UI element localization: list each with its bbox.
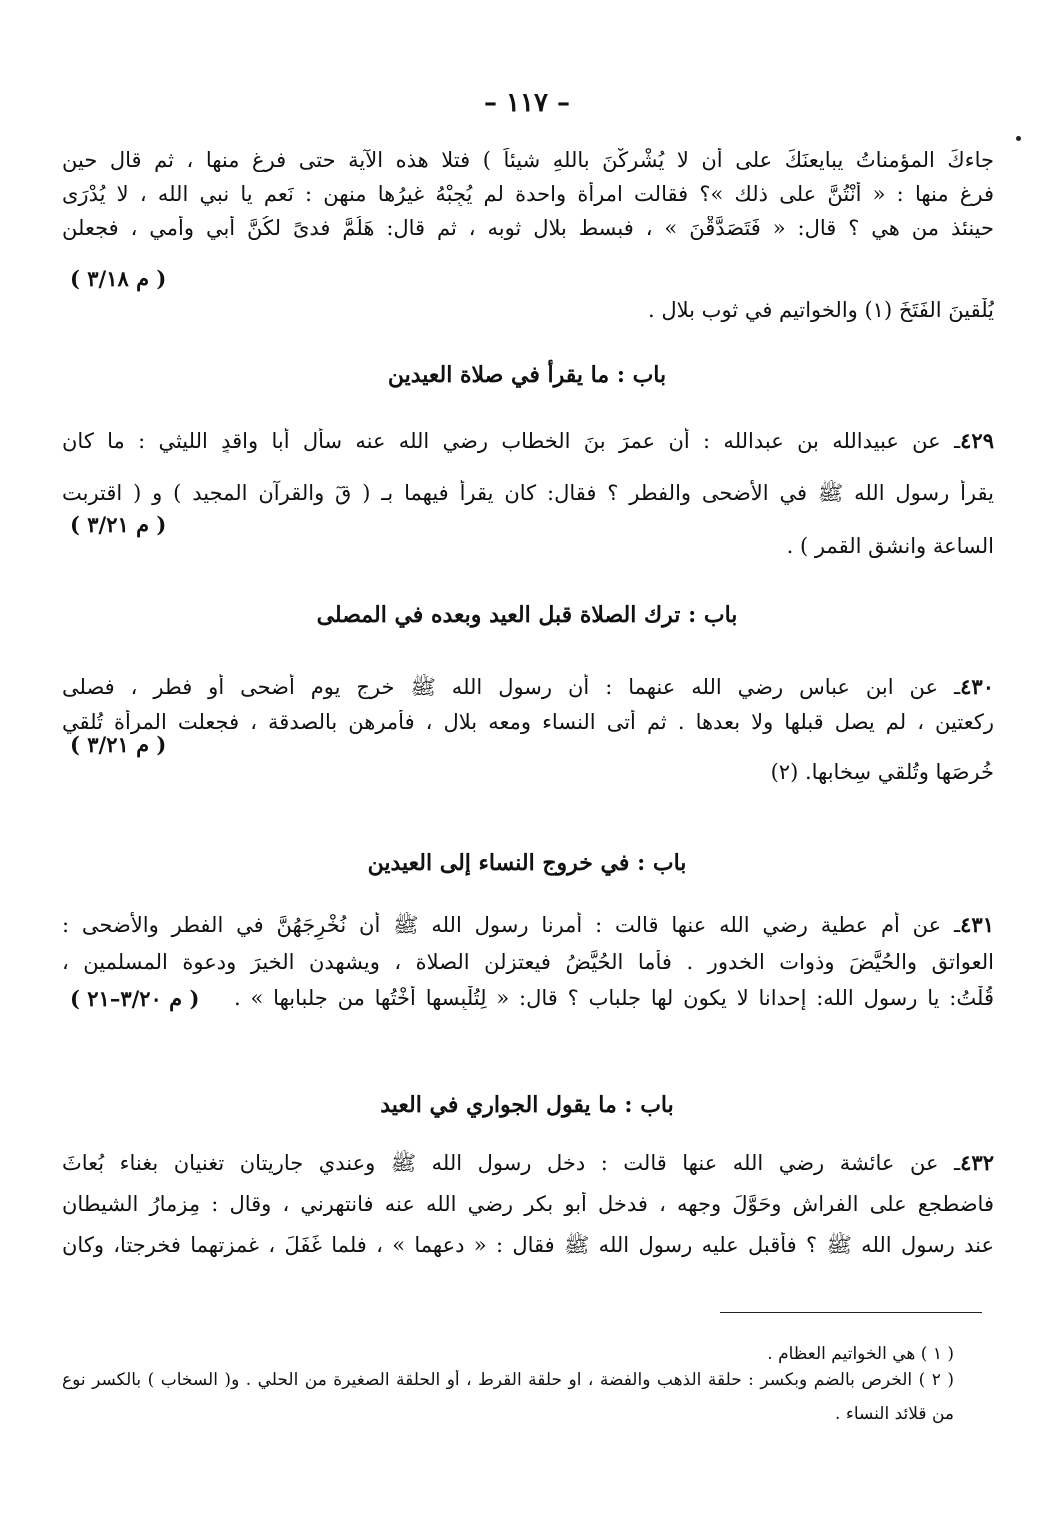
footnote: ( ٢ ) الخرص بالضم وبكسر : حلقة الذهب والفضة ، او حلقة القرط ، أو الحلقة الصغيرة من الحلي . و( السخاب ) بالكسر نوع [62, 1370, 954, 1390]
hadith-text-line: ٤٣١ـ عن أم عطية رضي الله عنها قالت : أمرنا رسول الله ﷺ أن نُخْرِجَهُنَّ في الفطر والأضحى : [62, 912, 994, 937]
hadith-number: ٤٣٠ [960, 674, 994, 699]
hadith-reference: ( م ٣/١٨ ) [70, 266, 167, 291]
hadith-number: ٤٣١ [960, 912, 994, 937]
hadith-text-line: العواتق والحُيَّضَ وذوات الخدور . فأما الحُيَّضُ فيعتزلن الصلاة ، ويشهدن الخيرَ ودعوة المسلمين ، [62, 950, 994, 974]
page-number: – ١١٧ – [483, 88, 571, 118]
chapter-heading: باب : ما يقرأ في صلاة العيدين [387, 362, 667, 388]
hadith-number: ٤٣٢ [960, 1150, 994, 1175]
footnote-divider [720, 1312, 982, 1313]
text-line: حينئذ من هي ؟ قال: « فَتَصَدَّقْنَ » ، فبسط بلال ثوبه ، ثم قال: هَلُمَّ فدىً لكُنَّ أبي وأمي ، فجعلن [62, 216, 994, 240]
chapter-heading: باب : ترك الصلاة قبل العيد وبعده في المصلى [316, 602, 738, 628]
hadith-text-line: ٤٢٩ـ عن عبيدالله بن عبدالله : أن عمرَ بنَ الخطاب رضي الله عنه سأل أبا واقدٍ الليثي : ما كان [62, 428, 994, 453]
text-line: جاءكَ المؤمناتُ يبايعنَكَ على أن لا يُشْركْنَ باللهِ شيئاً ) فتلا هذه الآية حتى فرغ منها ، ثم قال حين [62, 148, 994, 172]
hadith-text-line: ٤٣٠ـ عن ابن عباس رضي الله عنهما : أن رسول الله ﷺ خرج يوم أضحى أو فطر ، فصلى [62, 674, 994, 699]
hadith-reference: ( م ٣/٢١ ) [70, 732, 167, 757]
chapter-heading: باب : في خروج النساء إلى العيدين [367, 850, 687, 876]
hadith-text-line: يقرأ رسول الله ﷺ في الأضحى والفطر ؟ فقال: كان يقرأ فيهما بـ ( قٓ والقرآن المجيد ) و ( اقتربت [62, 481, 994, 505]
hadith-reference: ( م ٣/٢١ ) [70, 512, 167, 537]
hadith-text-line: ٤٣٢ـ عن عائشة رضي الله عنها قالت : دخل رسول الله ﷺ وعندي جاريتان تغنيان بغناء بُعاثَ [62, 1150, 994, 1175]
text-line: فرغ منها : « أَنْتُنَّ على ذلك »؟ فقالت امرأة واحدة لم يُجِبْهُ غيرُها منهن : نَعم يا نبي الله ، لا يُدْرَى [62, 182, 994, 206]
hadith-text-line: قُلْتُ: يا رسول الله: إحدانا لا يكون لها جلباب ؟ قال: « لِتُلْبِسها أُخْتُها من جلبابها » . [234, 986, 994, 1010]
chapter-heading: باب : ما يقول الجواري في العيد [380, 1092, 674, 1118]
footnote: من قلائد النساء . [835, 1404, 954, 1424]
footnote: ( ١ ) هي الخواتيم العظام . [767, 1344, 954, 1364]
margin-mark [1016, 136, 1021, 141]
text-line: يُلْقينَ الفَتَخَ (١) والخواتيم في ثوب بلال . [648, 298, 994, 322]
hadith-text-line: عند رسول الله ﷺ ؟ فأقبل عليه رسول الله ﷺ فقال : « دعهما » ، فلما غَفَلَ ، غمزتهما فخرجتا، وكان [62, 1233, 994, 1257]
hadith-reference: ( م ٣/٢٠–٢١ ) [70, 986, 200, 1011]
hadith-text-line: خُرصَها وتُلقي سِخابها. (٢) [770, 760, 994, 784]
hadith-number: ٤٢٩ [960, 428, 994, 453]
hadith-text-line: فاضطجع على الفراش وحَوَّلَ وجهه ، فدخل أبو بكر رضي الله عنه فانتهرني ، وقال : مِزمارُ الشيطان [62, 1192, 994, 1216]
hadith-text-line: الساعة وانشق القمر ) . [786, 534, 994, 558]
hadith-text-line: ركعتين ، لم يصل قبلها ولا بعدها . ثم أتى النساء ومعه بلال ، فأمرهن بالصدقة ، فجعلت المرأة تُلقي [62, 710, 994, 734]
